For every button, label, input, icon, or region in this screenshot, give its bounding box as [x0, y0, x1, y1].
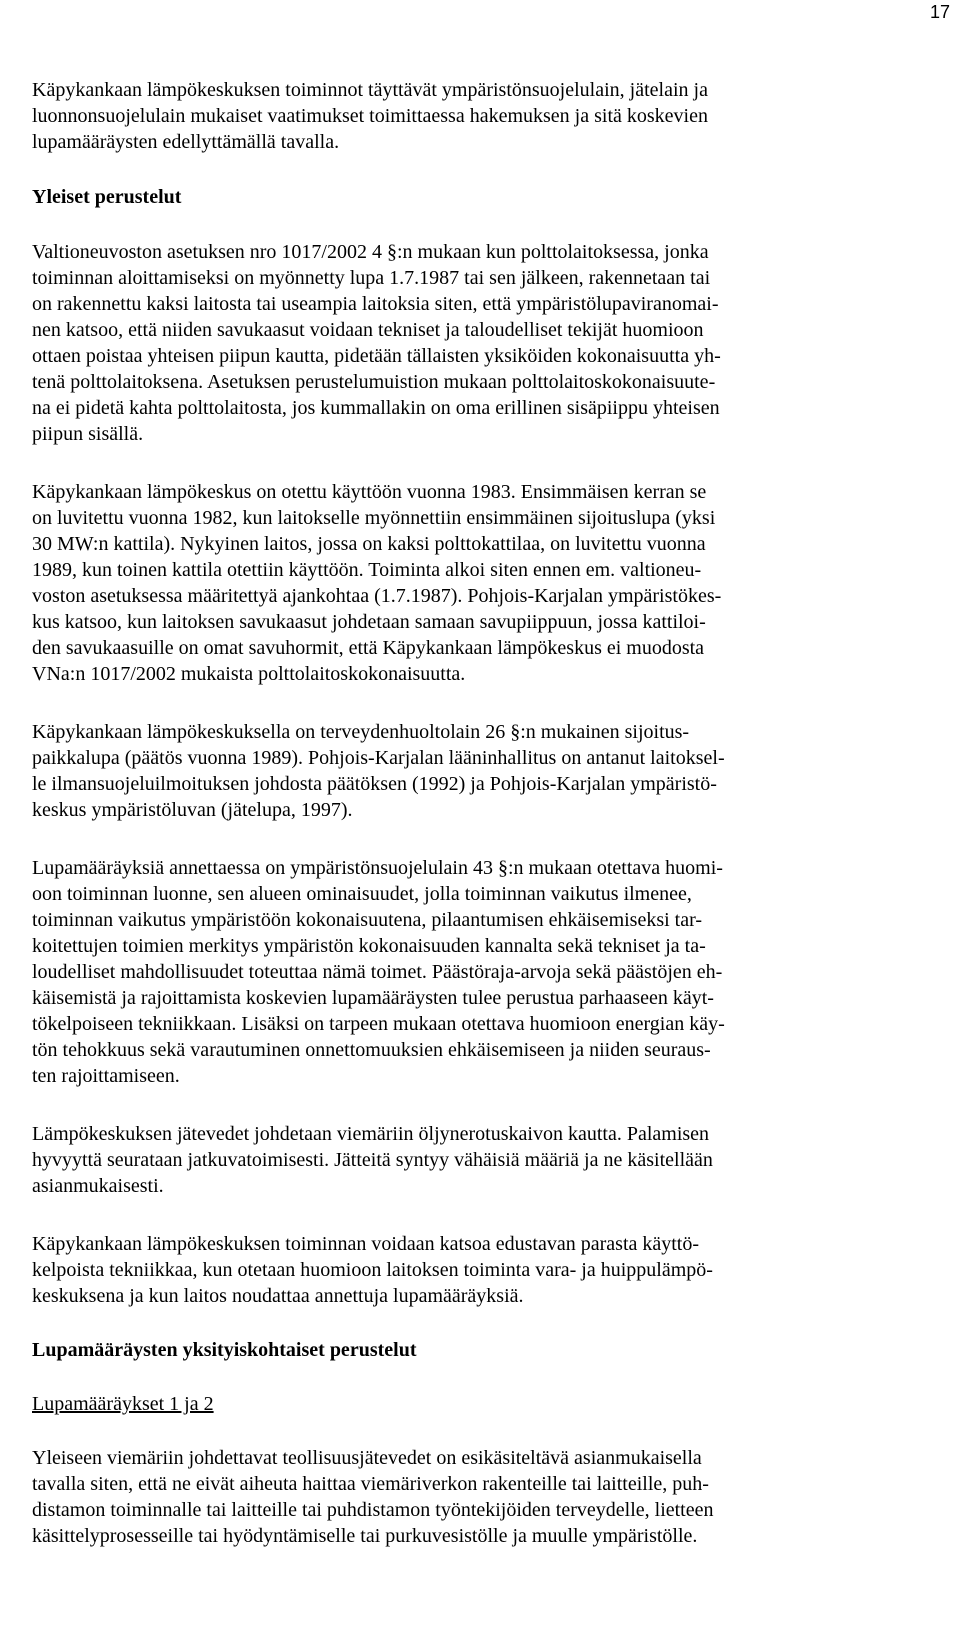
paragraph-line: toiminnan vaikutus ympäristöön kokonaisuutena, pilaantumisen ehkäisemiseksi tar-	[32, 909, 703, 931]
paragraph-line: piipun sisällä.	[32, 423, 144, 445]
paragraph-line: koitettujen toimien merkitys ympäristön kokonaisuuden kannalta sekä tekniset ja ta-	[32, 935, 706, 957]
paragraph-line: nen katsoo, että niiden savukaasut voidaan tekniset ja taloudelliset tekijät huomioon	[32, 319, 704, 341]
paragraph-line: 30 MW:n kattila). Nykyinen laitos, jossa on kaksi polttokattilaa, on luvitettu vuonna	[32, 533, 706, 555]
paragraph-line: le ilmansuojeluilmoituksen johdosta päätöksen (1992) ja Pohjois-Karjalan ympäristö-	[32, 773, 717, 795]
paragraph-line: keskus ympäristöluvan (jätelupa, 1997).	[32, 799, 353, 821]
paragraph-line: distamon toiminnalle tai laitteille tai puhdistamon työntekijöiden terveydelle, lietteen	[32, 1499, 714, 1521]
paragraph-line: loudelliset mahdollisuudet toteuttaa nämä toimet. Päästöraja-arvoja sekä päästöjen eh-	[32, 961, 723, 983]
paragraph-line: käisemistä ja rajoittamista koskevien lupamääräysten tulee perustua parhaaseen käyt-	[32, 987, 714, 1009]
paragraph-line: Lupamääräyksiä annettaessa on ympäristönsuojelulain 43 §:n mukaan otettava huomi-	[32, 857, 723, 879]
paragraph-line: Käpykankaan lämpökeskuksen toiminnot täyttävät ympäristönsuojelulain, jätelain ja	[32, 79, 708, 101]
section-heading: Yleiset perustelut	[32, 186, 182, 208]
paragraph-line: Käpykankaan lämpökeskus on otettu käyttöön vuonna 1983. Ensimmäisen kerran se	[32, 481, 707, 503]
paragraph-line: oon toiminnan luonne, sen alueen ominaisuudet, jolla toiminnan vaikutus ilmenee,	[32, 883, 692, 905]
paragraph-line: Käpykankaan lämpökeskuksella on terveydenhuoltolain 26 §:n mukainen sijoitus-	[32, 721, 690, 743]
paragraph-line: on rakennettu kaksi laitosta tai useampia laitoksia siten, että ympäristölupaviranomai-	[32, 293, 719, 315]
paragraph-line: kelpoista tekniikkaa, kun otetaan huomioon laitoksen toiminta vara- ja huippulämpö-	[32, 1259, 713, 1281]
paragraph-line: ten rajoittamiseen.	[32, 1065, 180, 1087]
paragraph-line: keskuksena ja kun laitos noudattaa annettuja lupamääräyksiä.	[32, 1285, 524, 1307]
paragraph-line: kus katsoo, kun laitoksen savukaasut johdetaan samaan savupiippuun, jossa kattiloi-	[32, 611, 706, 633]
paragraph-line: na ei pidetä kahta polttolaitosta, jos kummallakin on oma erillinen sisäpiippu yhteisen	[32, 397, 720, 419]
paragraph-line: ottaen poistaa yhteisen piipun kautta, pidetään tällaisten yksiköiden kokonaisuutta yh-	[32, 345, 721, 367]
paragraph-line: tön tehokkuus sekä varautuminen onnettomuuksien ehkäisemiseen ja niiden seuraus-	[32, 1039, 711, 1061]
paragraph-line: toiminnan aloittamiseksi on myönnetty lupa 1.7.1987 tai sen jälkeen, rakennetaan tai	[32, 267, 711, 289]
page-number: 17	[929, 2, 950, 22]
paragraph-line: lupamääräysten edellyttämällä tavalla.	[32, 131, 340, 153]
paragraph-line: tenä polttolaitoksena. Asetuksen perustelumuistion mukaan polttolaitoskokonaisuute-	[32, 371, 716, 393]
paragraph-line: asianmukaisesti.	[32, 1175, 164, 1197]
paragraph-line: hyvyyttä seurataan jatkuvatoimisesti. Jätteitä syntyy vähäisiä määriä ja ne käsitellään	[32, 1149, 713, 1171]
section-heading: Lupamääräysten yksityiskohtaiset perustelut	[32, 1339, 417, 1361]
paragraph-line: voston asetuksessa määritettyä ajankohtaa (1.7.1987). Pohjois-Karjalan ympäristökes-	[32, 585, 722, 607]
paragraph-line: Käpykankaan lämpökeskuksen toiminnan voidaan katsoa edustavan parasta käyttö-	[32, 1233, 700, 1255]
paragraph-line: Lämpökeskuksen jätevedet johdetaan viemäriin öljynerotuskaivon kautta. Palamisen	[32, 1123, 710, 1145]
subsection-heading: Lupamääräykset 1 ja 2	[32, 1393, 214, 1415]
paragraph-line: den savukaasuille on omat savuhormit, että Käpykankaan lämpökeskus ei muodosta	[32, 637, 705, 659]
paragraph-line: käsittelyprosesseille tai hyödyntämiselle tai purkuvesistölle ja muulle ympäristölle.	[32, 1525, 698, 1547]
paragraph-line: VNa:n 1017/2002 mukaista polttolaitoskokonaisuutta.	[32, 663, 466, 685]
paragraph-line: 1989, kun toinen kattila otettiin käyttöön. Toiminta alkoi siten ennen em. valtioneu-	[32, 559, 702, 581]
paragraph-line: on luvitettu vuonna 1982, kun laitokselle myönnettiin ensimmäinen sijoituslupa (yksi	[32, 507, 716, 529]
paragraph-line: tavalla siten, että ne eivät aiheuta haittaa viemäriverkon rakenteille tai laitteille, puh-	[32, 1473, 709, 1495]
paragraph-line: Yleiseen viemäriin johdettavat teollisuusjätevedet on esikäsiteltävä asianmukaisella	[32, 1447, 702, 1469]
paragraph-line: tökelpoiseen tekniikkaan. Lisäksi on tarpeen mukaan otettava huomioon energian käy-	[32, 1013, 725, 1035]
paragraph-line: Valtioneuvoston asetuksen nro 1017/2002 4 §:n mukaan kun polttolaitoksessa, jonka	[32, 241, 709, 263]
paragraph-line: luonnonsuojelulain mukaiset vaatimukset toimittaessa hakemuksen ja sitä koskevien	[32, 105, 708, 127]
paragraph-line: paikkalupa (päätös vuonna 1989). Pohjois-Karjalan lääninhallitus on antanut laitoksel-	[32, 747, 725, 769]
